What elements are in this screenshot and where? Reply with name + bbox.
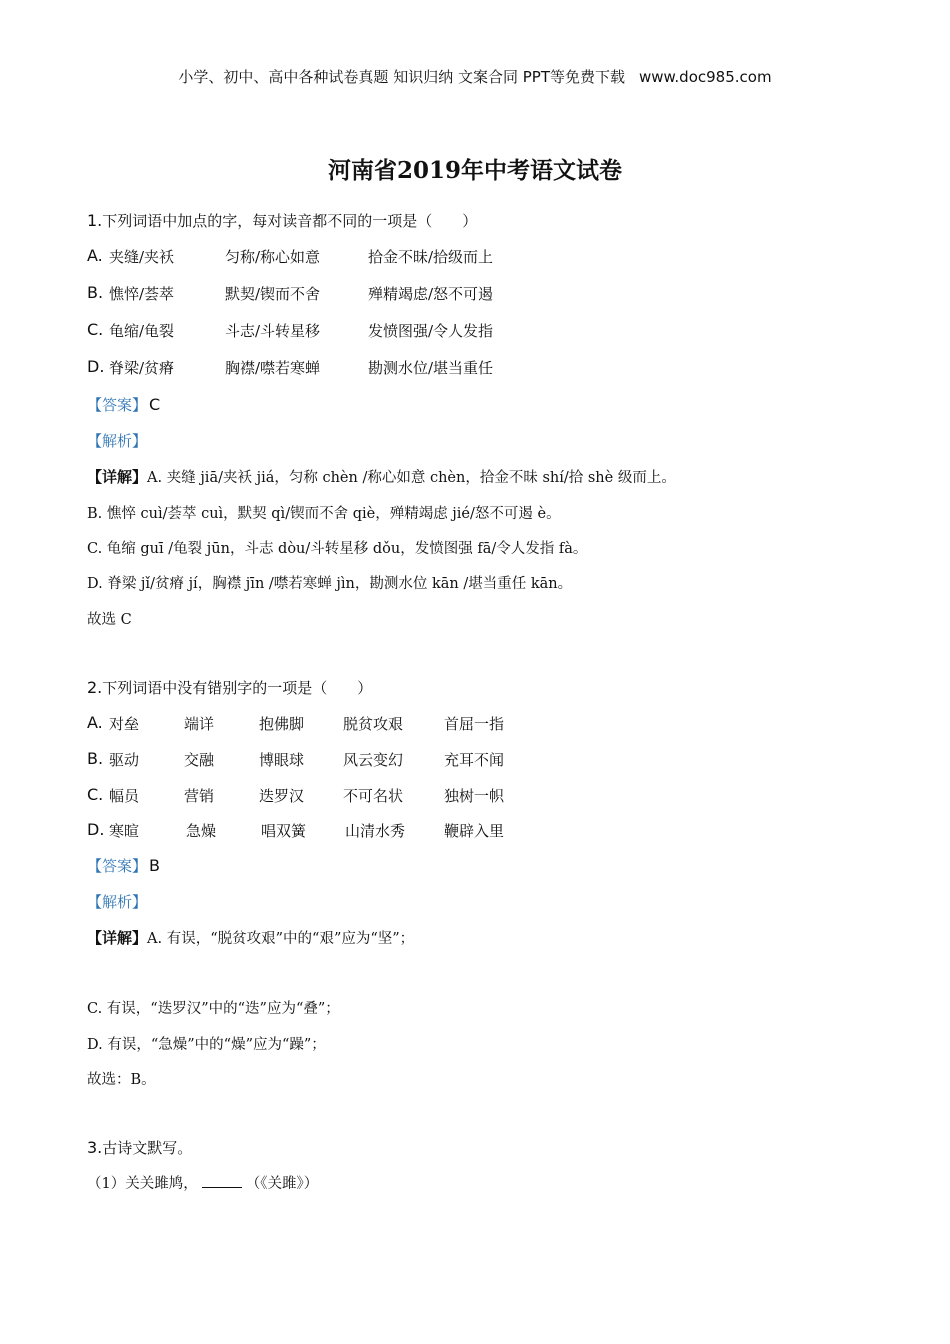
option-cell: 默契/锲而不舍 <box>225 285 321 303</box>
q2-detail-line <box>87 927 414 948</box>
option-word: 充耳不闻 <box>444 751 505 769</box>
option-cell: 憔悴/荟萃 <box>109 285 175 303</box>
option-word: 端详 <box>184 715 215 733</box>
answer-value: B <box>149 856 160 875</box>
q2-detail-line: D. 有误，“急燥”中的“燥”应为“躁”； <box>87 1037 326 1053</box>
option-word: 幅员 <box>109 787 140 805</box>
option-cell: 发愤图强/令人发指 <box>368 322 494 340</box>
page-header <box>0 66 950 87</box>
q1-detail-line: C. 龟缩 guī /龟裂 jūn，斗志 dòu/斗转星移 dǒu，发愤图强 fā/令人发指 fà。 <box>87 541 588 557</box>
q2-option-b <box>87 749 505 769</box>
q1-option-d <box>87 357 494 377</box>
option-cell: 胸襟/噤若寒蝉 <box>225 359 321 377</box>
option-letter: C. <box>87 785 104 804</box>
q1-analysis-label: 【解析】 <box>87 432 148 450</box>
q1-option-b <box>87 283 494 303</box>
q1-option-c <box>87 320 494 340</box>
q3-item-1 <box>87 1172 318 1193</box>
header-url[interactable]: www.doc985.com <box>638 68 772 86</box>
q2-option-c <box>87 785 505 805</box>
option-word: 不可名状 <box>343 787 404 805</box>
question-1-stem <box>87 210 477 231</box>
question-2-stem <box>87 677 372 698</box>
option-cell: 脊梁/贫瘠 <box>109 359 175 377</box>
option-word: 对垒 <box>109 715 140 733</box>
option-word: 独树一帜 <box>444 787 505 805</box>
q2-answer <box>87 855 160 876</box>
option-letter: C. <box>87 320 104 339</box>
option-cell: 殚精竭虑/怒不可遏 <box>368 285 494 303</box>
option-word: 驱动 <box>109 751 140 769</box>
option-word: 风云变幻 <box>343 751 404 769</box>
question-number: 1. <box>87 211 103 230</box>
q1-conclusion: 故选 C <box>87 612 132 628</box>
detail-text: A. 夹缝 jiā/夹袄 jiá，匀称 chèn /称心如意 chèn，拾金不昧 shí/拾 shè 级而上。 <box>147 470 676 486</box>
detail-text: A. 有误，“脱贫攻艰”中的“艰”应为“坚”； <box>147 931 415 947</box>
option-word: 唱双簧 <box>261 822 307 840</box>
option-word: 首屈一指 <box>444 715 505 733</box>
item-prefix: （1）关关雎鸠， <box>87 1176 198 1192</box>
question-number: 3. <box>87 1138 103 1157</box>
q2-conclusion: 故选：B。 <box>87 1072 156 1088</box>
q2-option-a <box>87 713 505 733</box>
option-cell: 匀称/称心如意 <box>225 248 321 266</box>
option-cell: 夹缝/夹袄 <box>109 248 175 266</box>
option-cell: 勘测水位/堪当重任 <box>368 359 494 377</box>
question-3-stem <box>87 1137 192 1158</box>
option-word: 脱贫攻艰 <box>343 715 404 733</box>
q1-detail-line: B. 憔悴 cuì/荟萃 cuì，默契 qì/锲而不舍 qiè，殚精竭虑 jié/怒不可遏 è。 <box>87 506 561 522</box>
option-word: 急燥 <box>186 822 217 840</box>
option-cell: 拾金不昧/拾级而上 <box>368 248 494 266</box>
option-word: 抱佛脚 <box>259 715 305 733</box>
item-suffix: （《关雎》） <box>245 1176 319 1192</box>
q1-detail-line <box>87 466 676 487</box>
detail-label: 【详解】 <box>87 929 148 947</box>
question-text: 下列词语中没有错别字的一项是（ ） <box>102 679 373 697</box>
option-cell: 斗志/斗转星移 <box>225 322 321 340</box>
option-letter: B. <box>87 283 104 302</box>
document-title: 河南省2019年中考语文试卷 <box>327 157 622 184</box>
answer-label: 【答案】 <box>87 396 148 414</box>
option-word: 迭罗汉 <box>259 787 305 805</box>
q2-analysis-label: 【解析】 <box>87 893 148 911</box>
option-cell: 龟缩/龟裂 <box>109 322 175 340</box>
option-letter: D. <box>87 357 105 376</box>
detail-label: 【详解】 <box>87 468 148 486</box>
question-text: 下列词语中加点的字，每对读音都不同的一项是（ ） <box>102 212 478 230</box>
q1-option-a <box>87 246 494 266</box>
fill-in-blank[interactable] <box>202 1173 242 1188</box>
question-text: 古诗文默写。 <box>102 1139 193 1157</box>
answer-value: C <box>149 395 161 414</box>
option-letter: A. <box>87 246 103 265</box>
q1-answer <box>87 394 160 415</box>
header-text: 小学、初中、高中各种试卷真题 知识归纳 文案合同 PPT等免费下载 <box>178 68 625 86</box>
q1-detail-line: D. 脊梁 jǐ/贫瘠 jí，胸襟 jīn /噤若寒蝉 jìn，勘测水位 kān /堪当重任 kān。 <box>87 576 573 592</box>
option-word: 鞭辟入里 <box>444 822 505 840</box>
option-word: 交融 <box>184 751 215 769</box>
option-word: 寒暄 <box>109 822 140 840</box>
option-letter: A. <box>87 713 103 732</box>
q2-option-d <box>87 820 505 840</box>
option-word: 营销 <box>184 787 215 805</box>
option-letter: D. <box>87 820 105 839</box>
answer-label: 【答案】 <box>87 857 148 875</box>
q2-detail-line: C. 有误，“迭罗汉”中的“迭”应为“叠”； <box>87 1001 340 1017</box>
option-word: 山清水秀 <box>345 822 406 840</box>
question-number: 2. <box>87 678 103 697</box>
option-letter: B. <box>87 749 104 768</box>
option-word: 博眼球 <box>259 751 305 769</box>
